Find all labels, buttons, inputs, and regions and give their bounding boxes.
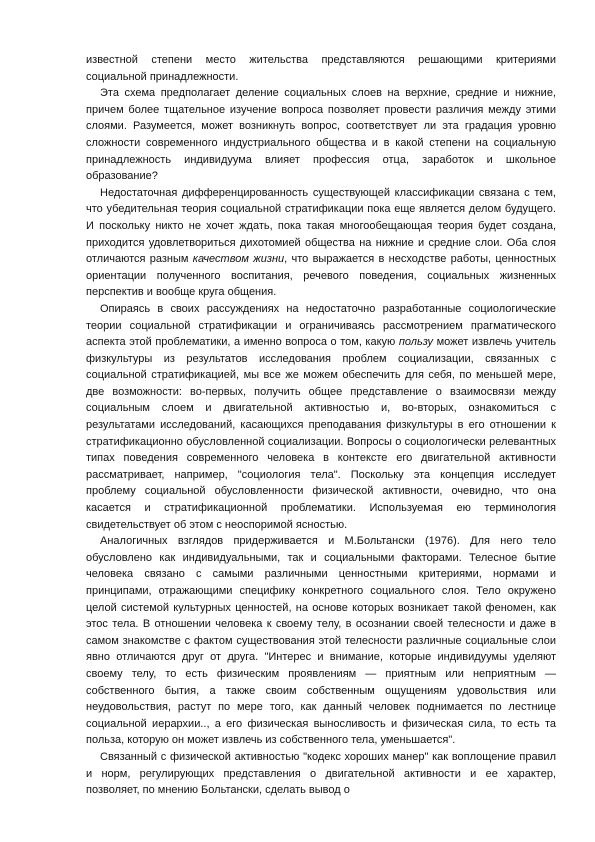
paragraph-2 — [86, 85, 556, 185]
paragraph-1-text: известной степени место жительства представляются решающими критериями социальной принадлежности. — [86, 54, 556, 83]
paragraph-4-text-b: может извлечь учитель физкультуры из результатов исследования проблем социализации, связанных с социальной стратификацией, мы все же можем обеспечить для себя, по меньшей мере, две возможности: во-первых, получить общее представление о взаимосвязи между социальным слоем и двигательной активностью и, во-вторых, ознакомиться с результатами исследований, касающихся преподавания физкультуры в его отношении к стратификационно обусловленной социализации. Вопросы о социологически релевантных типах поведения современного человека в контексте его двигательной активности рассматривает, например, "социология тела". Поскольку эта концепция исследует проблему социальной обусловленности физической активности, очевидно, что она касается и стратификационной проблематики. Используемая ею терминология свидетельствует об этом с неоспоримой ясностью. — [86, 336, 556, 531]
paragraph-3 — [86, 185, 556, 301]
paragraph-3-text-b: , что выражается в несходстве работы, ценностных ориентации полученного воспитания, речевого поведения, социальных жизненных перспектив и вообще круга общения. — [86, 253, 556, 299]
document-page — [86, 52, 556, 799]
paragraph-3-text-a: Недостаточная дифференцированность существующей классификации связана с тем, что убедительная теория социальной стратификации пока еще является делом будущего. И поскольку никто не хочет ждать, пока такая многообещающая теория будет создана, приходится удовлетвориться дихотомией общества на нижние и средние слои. Оба слоя отличаются разным — [86, 186, 556, 266]
paragraph-5-text: Аналогичных взглядов придерживается и М.Больтански (1976). Для него тело обусловлено как индивидуальными, так и социальными факторами. Телесное бытие человека связано с самыми различными ценностными критериями, нормами и принципами, отражающими специфику конкретного социального слоя. Тело окружено целой системой культурных ценностей, на основе которых возникает такой феномен, как этос тела. В отношении человека к своему телу, в осознании своей телесности и даже в самом знакомстве с фактом существования этой телесности различные социальные слои явно отличаются друг от друга. "Интерес и внимание, которые индивидуумы уделяют своему телу, то есть физическим проявлениям — приятным или неприятным — собственного бытия, а также своим собственным ощущениям удовольствия или неудовольствия, растут по мере того, как данный человек поднимается по лестнице социальной иерархии.., а его физическая выносливость и физическая сила, то есть та польза, которую он может извлечь из собственного тела, уменьшается". — [86, 535, 556, 747]
paragraph-4-emphasis: пользу — [398, 336, 434, 349]
paragraph-3-emphasis: качеством жизни — [192, 253, 285, 266]
paragraph-6-text: Связанный с физической активностью "кодекс хороших манер" как воплощение правил и норм, регулирующих представления о двигательной активности и ее характер, позволяет, по мнению Больтански, сделать вывод о — [86, 750, 556, 797]
paragraph-4-text-a: Опираясь в своих рассуждениях на недостаточно разработанные социологические теории социальной стратификации и ограничиваясь рассмотрением прагматического аспекта этой проблематики, а именно вопроса о том, какую — [86, 302, 556, 349]
paragraph-2-text: Эта схема предполагает деление социальных слоев на верхние, средние и нижние, причем более тщательное изучение вопроса позволяет провести различия между этими слоями. Разумеется, может возникнуть вопрос, соответствует ли эта градация уровню сложности современного индустриального общества и в какой степени на социальную принадлежность индивидуума влияет профессия отца, заработок и школьное образование? — [86, 87, 556, 183]
paragraph-1 — [86, 52, 556, 85]
paragraph-5 — [86, 533, 556, 749]
paragraph-4 — [86, 301, 556, 533]
paragraph-6 — [86, 749, 556, 799]
